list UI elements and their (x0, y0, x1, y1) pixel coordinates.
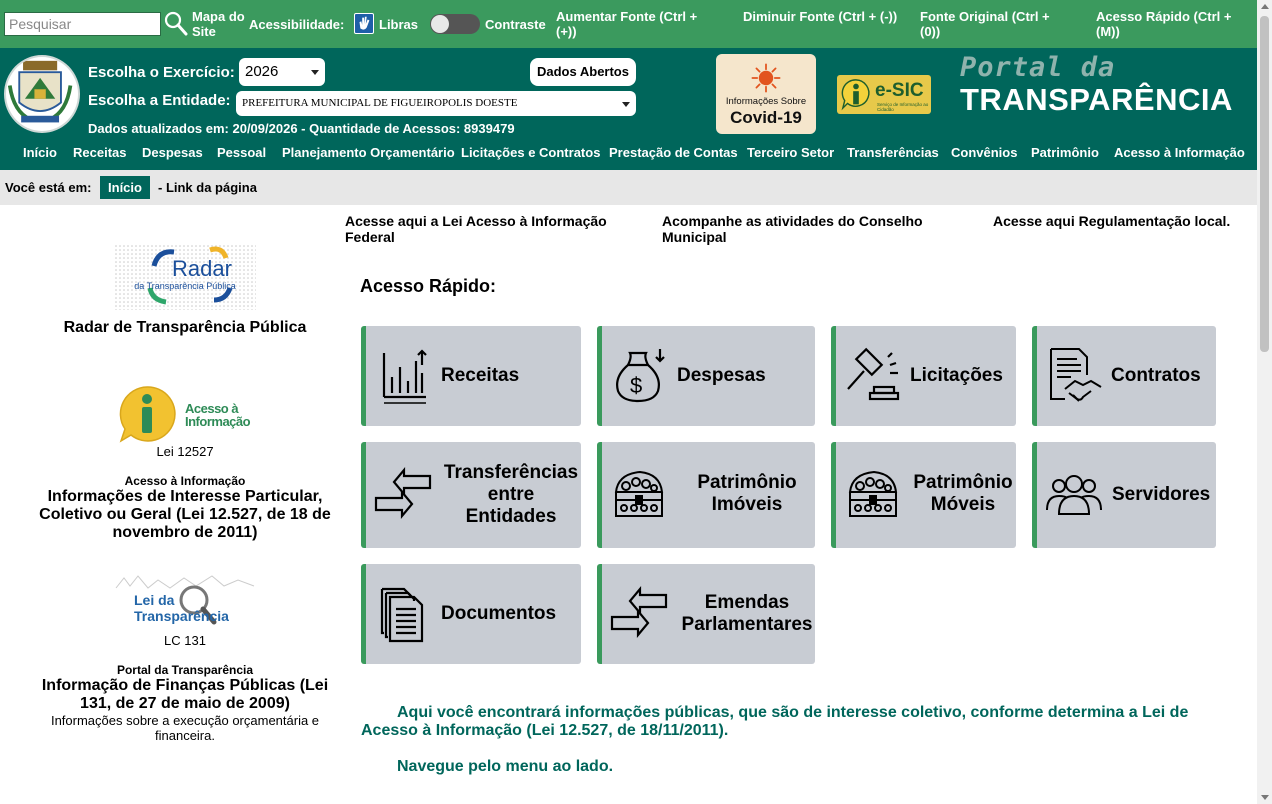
transferencias-label: Transferências entre Entidades (443, 462, 579, 527)
nav-pessoal[interactable]: Pessoal (217, 145, 267, 160)
licitacoes-label: Licitações (910, 365, 1003, 386)
lc-131-label: LC 131 (164, 633, 206, 648)
lei-12527-label: Lei 12527 (156, 444, 214, 459)
nav-despesas[interactable]: Despesas (142, 145, 203, 160)
servidores-label: Servidores (1112, 484, 1211, 505)
patrimonio-moveis-card[interactable] (831, 442, 1016, 548)
update-status: Dados atualizados em: 20/09/2026 - Quantidade de Acessos: 8939479 (88, 121, 515, 136)
treasure-chest-icon (844, 466, 902, 524)
quick-access-link[interactable]: Acesso Rápido (Ctrl + (M)) (1096, 9, 1232, 39)
sign-language-icon[interactable] (354, 13, 374, 34)
original-font-link[interactable]: Fonte Original (Ctrl + (0)) (920, 9, 1050, 39)
esic-button[interactable] (837, 75, 931, 114)
documentos-label: Documentos (441, 603, 557, 624)
entity-select[interactable] (236, 91, 636, 116)
transfer-arrows-icon (610, 585, 668, 643)
portal-subdescription: Informações sobre a execução orçamentária e financeira. (50, 713, 320, 743)
contract-handshake-icon (1045, 347, 1103, 405)
radar-logo-text: Radar (172, 256, 232, 281)
accessibility-label: Acessibilidade: (249, 17, 345, 32)
money-bag-icon (610, 347, 668, 405)
search-input[interactable] (4, 12, 161, 36)
regulamentacao-link[interactable]: Acesse aqui Regulamentação local. (993, 213, 1231, 229)
contratos-card[interactable] (1032, 326, 1216, 426)
transferencias-card[interactable] (361, 442, 581, 548)
exercise-value: 2026 (245, 63, 279, 80)
treasure-chest-icon (610, 466, 668, 524)
licitacoes-card[interactable] (831, 326, 1016, 426)
entity-label: Escolha a Entidade: (88, 92, 231, 109)
accessibility-bar (0, 0, 1257, 48)
receitas-label: Receitas (441, 365, 520, 386)
decrease-font-link[interactable]: Diminuir Fonte (Ctrl + (-)) (743, 9, 898, 24)
quick-access-title: Acesso Rápido: (360, 276, 497, 296)
lei-logo-line2: Transparência (134, 608, 229, 624)
open-data-button[interactable]: Dados Abertos (530, 58, 636, 86)
breadcrumb-current: - Link da página (158, 180, 257, 195)
gavel-icon (844, 347, 902, 405)
lei-transparencia-logo[interactable] (114, 574, 256, 632)
acesso-informacao-logo[interactable] (117, 385, 253, 443)
patrimonio-imoveis-label: Patrimônio Imóveis (697, 472, 797, 515)
contrast-label[interactable]: Contraste (485, 17, 546, 32)
patrimonio-moveis-label: Patrimônio Móveis (913, 472, 1013, 515)
entity-value: PREFEITURA MUNICIPAL DE FIGUEIROPOLIS DOESTE (242, 97, 518, 109)
radar-logo[interactable] (114, 244, 256, 310)
portal-title-main: TRANSPARÊNCIA (960, 82, 1233, 117)
breadcrumb-label: Você está em: (5, 180, 92, 195)
lei-logo-line1: Lei da (134, 592, 175, 608)
info-bubble-icon (117, 385, 177, 443)
emendas-card[interactable] (597, 564, 815, 664)
nav-terceiro-setor[interactable]: Terceiro Setor (747, 145, 835, 160)
nav-convenios[interactable]: Convênios (951, 145, 1018, 160)
emendas-label: Emendas Parlamentares (681, 592, 813, 635)
site-map-link[interactable]: Mapa do Site (192, 9, 245, 39)
esic-subtitle: Serviço de Informação ao Cidadão (877, 102, 929, 112)
acesso-logo-line1: Acesso à (185, 401, 239, 416)
acesso-heading: Acesso à Informação (124, 474, 246, 488)
nav-receitas[interactable]: Receitas (73, 145, 127, 160)
servidores-card[interactable] (1032, 442, 1216, 548)
despesas-card[interactable] (597, 326, 815, 426)
nav-patrimonio[interactable]: Patrimônio (1031, 145, 1099, 160)
people-icon (1045, 466, 1103, 524)
portal-heading: Portal da Transparência (116, 663, 254, 677)
toggle-knob (431, 15, 449, 33)
scroll-down-icon[interactable] (1261, 795, 1269, 800)
main-nav (0, 144, 1257, 166)
portal-title-top: Portal da (960, 52, 1116, 83)
scrollbar-thumb[interactable] (1260, 16, 1269, 352)
nav-prestacao[interactable]: Prestação de Contas (609, 145, 738, 160)
covid-subtitle: Informações Sobre (725, 96, 807, 107)
nav-licitacoes[interactable]: Licitações e Contratos (461, 145, 601, 160)
covid-title: Covid-19 (730, 108, 802, 127)
increase-font-link[interactable]: Aumentar Fonte (Ctrl + (+)) (556, 9, 698, 39)
municipal-crest-logo[interactable] (4, 55, 80, 133)
nav-inicio[interactable]: Início (23, 145, 57, 160)
acesso-logo-line2: Informação (185, 414, 251, 429)
exercise-select[interactable] (239, 58, 325, 86)
transfer-arrows-icon (374, 466, 432, 524)
svg-text:$: $ (630, 373, 643, 398)
contrast-toggle[interactable] (430, 14, 480, 34)
contratos-label: Contratos (1111, 365, 1201, 386)
documentos-card[interactable] (361, 564, 581, 664)
info-navigate: Navegue pelo menu ao lado. (397, 758, 614, 775)
conselho-municipal-link[interactable]: Acompanhe as atividades do Conselho Municipal (662, 213, 923, 245)
acesso-description[interactable]: Informações de Interesse Particular, Coletivo ou Geral (Lei 12.527, de 18 de novembro de 2011) (39, 488, 331, 541)
receitas-card[interactable] (361, 326, 581, 426)
radar-logo-sub: da Transparência Pública (134, 281, 236, 291)
libras-link[interactable]: Libras (379, 17, 419, 32)
page-scrollbar[interactable] (1257, 0, 1272, 804)
nav-planejamento[interactable]: Planejamento Orçamentário (282, 145, 455, 160)
info-bubble-icon (840, 77, 872, 111)
covid-info-button[interactable] (716, 54, 816, 134)
documents-icon (374, 585, 432, 643)
site-header (0, 48, 1257, 170)
scroll-up-icon[interactable] (1261, 4, 1269, 9)
search-icon[interactable] (164, 11, 188, 37)
chevron-down-icon (622, 102, 630, 107)
nav-transferencias[interactable]: Transferências (847, 145, 939, 160)
radar-title[interactable]: Radar de Transparência Pública (63, 319, 307, 336)
portal-description[interactable]: Informação de Finanças Públicas (Lei 131, de 27 de maio de 2009) (41, 677, 329, 712)
patrimonio-imoveis-card[interactable] (597, 442, 815, 548)
esic-label: e-SIC (875, 80, 924, 101)
virus-icon (750, 62, 782, 94)
lei-federal-link[interactable]: Acesse aqui a Lei Acesso à Informação Federal (345, 213, 607, 245)
despesas-label: Despesas (677, 365, 766, 386)
chevron-down-icon (311, 70, 319, 75)
bar-chart-icon (374, 347, 432, 405)
nav-acesso-informacao[interactable]: Acesso à Informação (1114, 145, 1245, 160)
info-paragraph: Aqui você encontrará informações públicas, que são de interesse coletivo, conforme determina a Lei de Acesso à Informação (Lei 12.527, de 18/11/2011). (361, 704, 1189, 739)
breadcrumb (0, 170, 1257, 205)
breadcrumb-home[interactable]: Início (100, 176, 150, 199)
exercise-label: Escolha o Exercício: (88, 64, 235, 81)
